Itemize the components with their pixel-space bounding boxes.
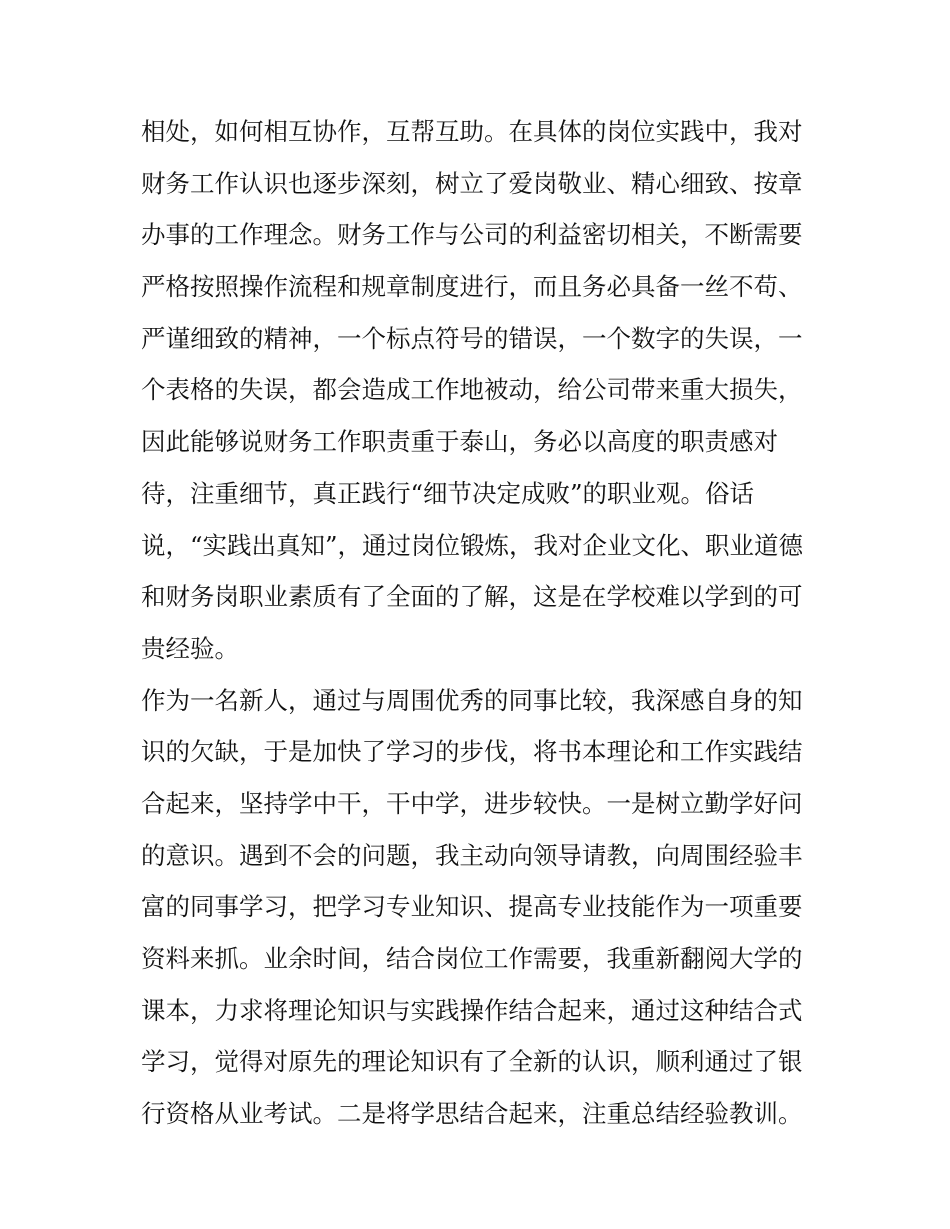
text-line: 贵经验。	[141, 633, 239, 663]
text-line: 富的同事学习，把学习专业知识、提高专业技能作为一项重要	[141, 892, 803, 922]
text-line: 财务工作认识也逐步深刻，树立了爱岗敬业、精心细致、按章	[141, 168, 803, 198]
text-line: 严谨细致的精神，一个标点符号的错误，一个数字的失误，一	[141, 323, 803, 353]
text-line: 行资格从业考试。二是将学思结合起来，注重总结经验教训。	[141, 1099, 803, 1129]
text-line: 待，注重细节，真正践行“细节决定成败”的职业观。俗话	[141, 478, 755, 508]
text-line: 相处，如何相互协作，互帮互助。在具体的岗位实践中，我对	[141, 117, 803, 146]
text-line: 严格按照操作流程和规章制度进行，而且务必具备一丝不苟、	[141, 272, 803, 302]
text-line: 作为一名新人，通过与周围优秀的同事比较，我深感自身的知	[141, 685, 803, 715]
text-line: 和财务岗职业素质有了全面的了解，这是在学校难以学到的可	[141, 582, 803, 612]
text-line: 的意识。遇到不会的问题，我主动向领导请教，向周围经验丰	[141, 840, 803, 870]
text-line: 学习，觉得对原先的理论知识有了全新的认识，顺利通过了银	[141, 1047, 803, 1077]
text-line: 说，“实践出真知”，通过岗位锻炼，我对企业文化、职业道德	[141, 530, 804, 560]
text-line: 因此能够说财务工作职责重于泰山，务必以高度的职责感对	[141, 427, 778, 457]
text-line: 办事的工作理念。财务工作与公司的利益密切相关，不断需要	[141, 220, 803, 250]
text-line: 资料来抓。业余时间，结合岗位工作需要，我重新翻阅大学的	[141, 944, 803, 973]
text-line: 合起来，坚持学中干，干中学，进步较快。一是树立勤学好问	[141, 788, 803, 818]
body-text	[141, 106, 821, 1140]
text-line: 个表格的失误，都会造成工作地被动，给公司带来重大损失，	[141, 375, 803, 405]
text-line: 课本，力求将理论知识与实践操作结合起来，通过这种结合式	[141, 995, 803, 1025]
text-line: 识的欠缺，于是加快了学习的步伐，将书本理论和工作实践结	[141, 737, 803, 767]
